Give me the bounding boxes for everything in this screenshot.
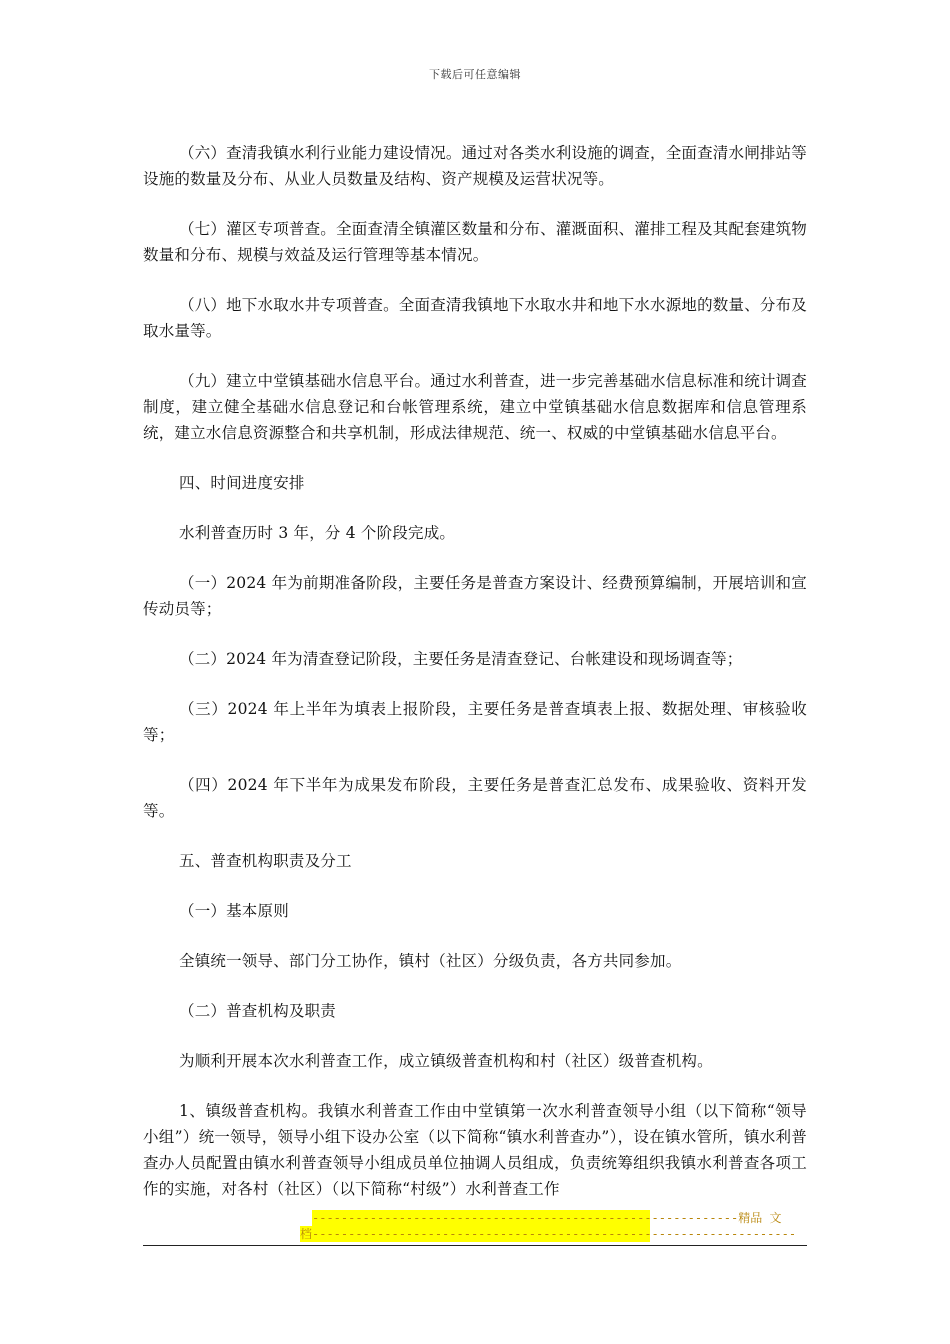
paragraph-stage-4: （四）2024 年下半年为成果发布阶段，主要任务是普查汇总发布、成果验收、资料开发等。 [143,776,807,820]
paragraph-stage-2: （二）2024 年为清查登记阶段，主要任务是清查登记、台帐建设和现场调查等； [179,650,743,668]
section-heading-organization: 五、普查机构职责及分工 [179,852,352,870]
page-header: 下载后可任意编辑 [429,68,521,81]
footer-watermark [300,1210,797,1242]
paragraph-institutions-intro: 为顺利开展本次水利普查工作，成立镇级普查机构和村（社区）级普查机构。 [179,1052,713,1070]
paragraph-6: （六）查清我镇水利行业能力建设情况。通过对各类水利设施的调查，全面查清水闸排站等设施的数量及分布、从业人员数量及结构、资产规模及运营状况等。 [143,144,808,188]
paragraph-8: （八）地下水取水井专项普查。全面查清我镇地下水取水井和地下水水源地的数量、分布及取水量等。 [143,296,808,340]
section-heading-schedule: 四、时间进度安排 [179,474,305,492]
paragraph-principles: 全镇统一领导、部门分工协作，镇村（社区）分级负责，各方共同参加。 [179,952,682,970]
paragraph-9: （九）建立中堂镇基础水信息平台。通过水利普查，进一步完善基础水信息标准和统计调查制度，建立健全基础水信息登记和台帐管理系统，建立中堂镇基础水信息数据库和信息管理系统，建立水信息资源整合和共享机制，形成法律规范、统一、权威的中堂镇基础水信息平台。 [143,372,808,442]
subheading-principles: （一）基本原则 [179,902,289,920]
paragraph-7: （七）灌区专项普查。全面查清全镇灌区数量和分布、灌溉面积、灌排工程及其配套建筑物数量和分布、规模与效益及运行管理等基本情况。 [143,220,808,264]
footer-divider [143,1245,807,1246]
footer-line-1: -----------------------------------------------------------精品 文 [312,1211,782,1225]
paragraph-stage-1: （一）2024 年为前期准备阶段，主要任务是普查方案设计、经费预算编制，开展培训和宣传动员等； [143,574,807,618]
paragraph-stage-3: （三）2024 年上半年为填表上报阶段，主要任务是普查填表上报、数据处理、审核验收等； [143,700,807,744]
footer-line-2: 档------------------------------------------------------------------- [300,1227,797,1241]
paragraph-schedule-intro: 水利普查历时 3 年，分 4 个阶段完成。 [179,524,456,542]
paragraph-town-institution: 1、镇级普查机构。我镇水利普查工作由中堂镇第一次水利普查领导小组（以下简称“领导小组”）统一领导，领导小组下设办公室（以下简称“镇水利普查办”），设在镇水管所，镇水利普查办人员配置由镇水利普查领导小组成员单位抽调人员组成，负责统筹组织我镇水利普查各项工作的实施，对各村（社区）（以下简称“村级”）水利普查工作 [143,1102,807,1198]
document-body [143,140,807,1226]
subheading-institutions: （二）普查机构及职责 [179,1002,337,1020]
